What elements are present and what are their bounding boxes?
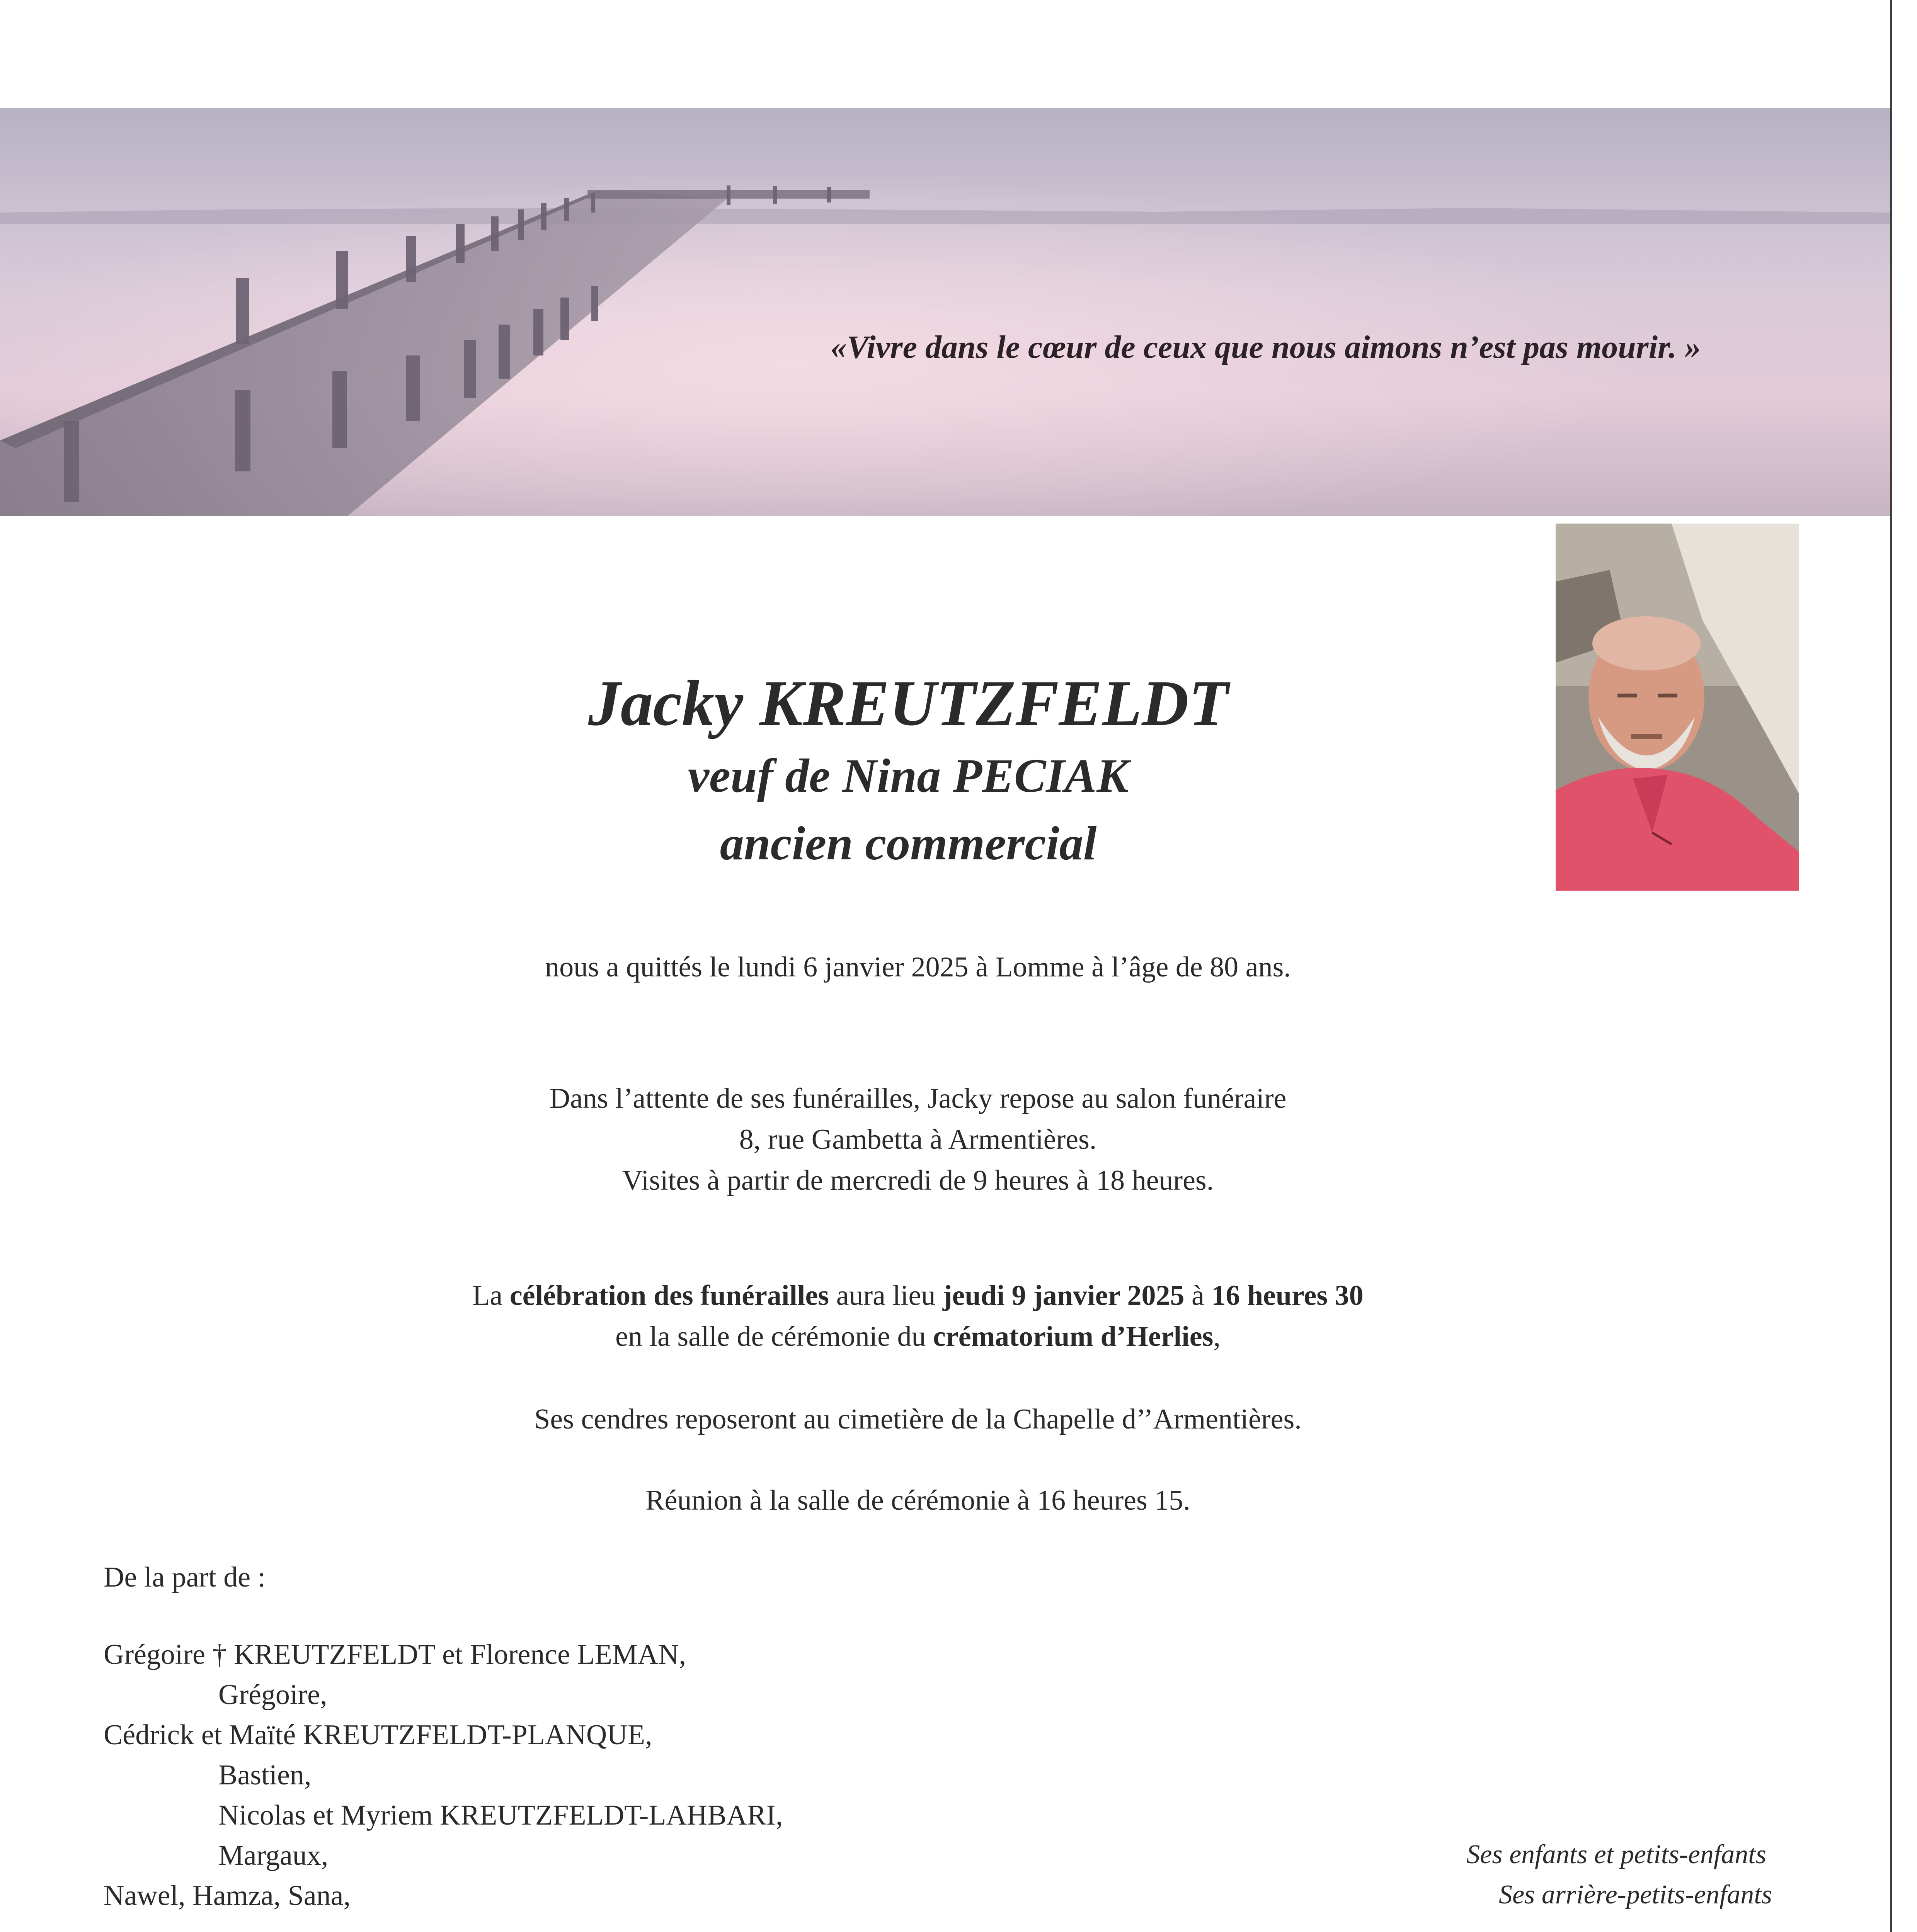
family-line: Margaux, (218, 1840, 329, 1871)
page-edge (1890, 0, 1892, 1932)
family-line: Cédrick et Maïté KREUTZFELDT-PLANQUE, (104, 1719, 652, 1751)
ceremony-date: jeudi 9 janvier 2025 (942, 1280, 1185, 1311)
relation-label: Ses arrière-petits-enfants (1498, 1880, 1772, 1910)
family-line: Grégoire † KREUTZFELDT et Florence LEMAN, (104, 1639, 686, 1670)
ceremony-place: crématorium d’Herlies (933, 1321, 1214, 1352)
rest-line: 8, rue Gambetta à Armentières. (739, 1124, 1097, 1155)
pier-lake-illustration (0, 108, 1890, 516)
deceased-name: Jacky KREUTZFELDT (588, 667, 1229, 739)
text: , (1213, 1321, 1221, 1352)
text: aura lieu (829, 1280, 943, 1311)
rest-paragraph (193, 1078, 1643, 1201)
text: La (472, 1280, 510, 1311)
ceremony-line-2 (193, 1316, 1643, 1357)
portrait-illustration (1556, 524, 1799, 891)
ashes-note: Ses cendres reposeront au cimetière de la Chapelle d’’Armentières. (534, 1403, 1302, 1435)
text: à (1184, 1280, 1212, 1311)
from-label: De la part de : (104, 1561, 266, 1593)
occupation: ancien commercial (720, 817, 1097, 870)
banner-image (0, 108, 1890, 516)
ceremony-paragraph (193, 1275, 1643, 1357)
family-line: Nicolas et Myriem KREUTZFELDT-LAHBARI, (218, 1799, 783, 1831)
ceremony-time: 16 heures 30 (1211, 1280, 1364, 1311)
family-line: Nawel, Hamza, Sana, (104, 1880, 351, 1912)
portrait-photo (1556, 524, 1799, 891)
family-line: Grégoire, (218, 1679, 327, 1711)
rest-line: Dans l’attente de ses funérailles, Jacky repose au salon funéraire (549, 1083, 1287, 1114)
text: en la salle de cérémonie du (615, 1321, 933, 1352)
epigraph-quote: «Vivre dans le cœur de ceux que nous aimons n’est pas mourir. » (831, 329, 1701, 365)
ceremony-title: célébration des funérailles (509, 1280, 829, 1311)
ceremony-line-1 (193, 1275, 1643, 1316)
name-block (348, 665, 1469, 877)
widow-of: veuf de Nina PECIAK (688, 749, 1129, 802)
relation-label: Ses enfants et petits-enfants (1466, 1840, 1766, 1869)
rest-line: Visites à partir de mercredi de 9 heures à 18 heures. (622, 1165, 1214, 1196)
family-line: Bastien, (218, 1759, 312, 1791)
death-notice: nous a quittés le lundi 6 janvier 2025 à Lomme à l’âge de 80 ans. (545, 951, 1291, 983)
meeting-note: Réunion à la salle de cérémonie à 16 heures 15. (645, 1485, 1190, 1516)
